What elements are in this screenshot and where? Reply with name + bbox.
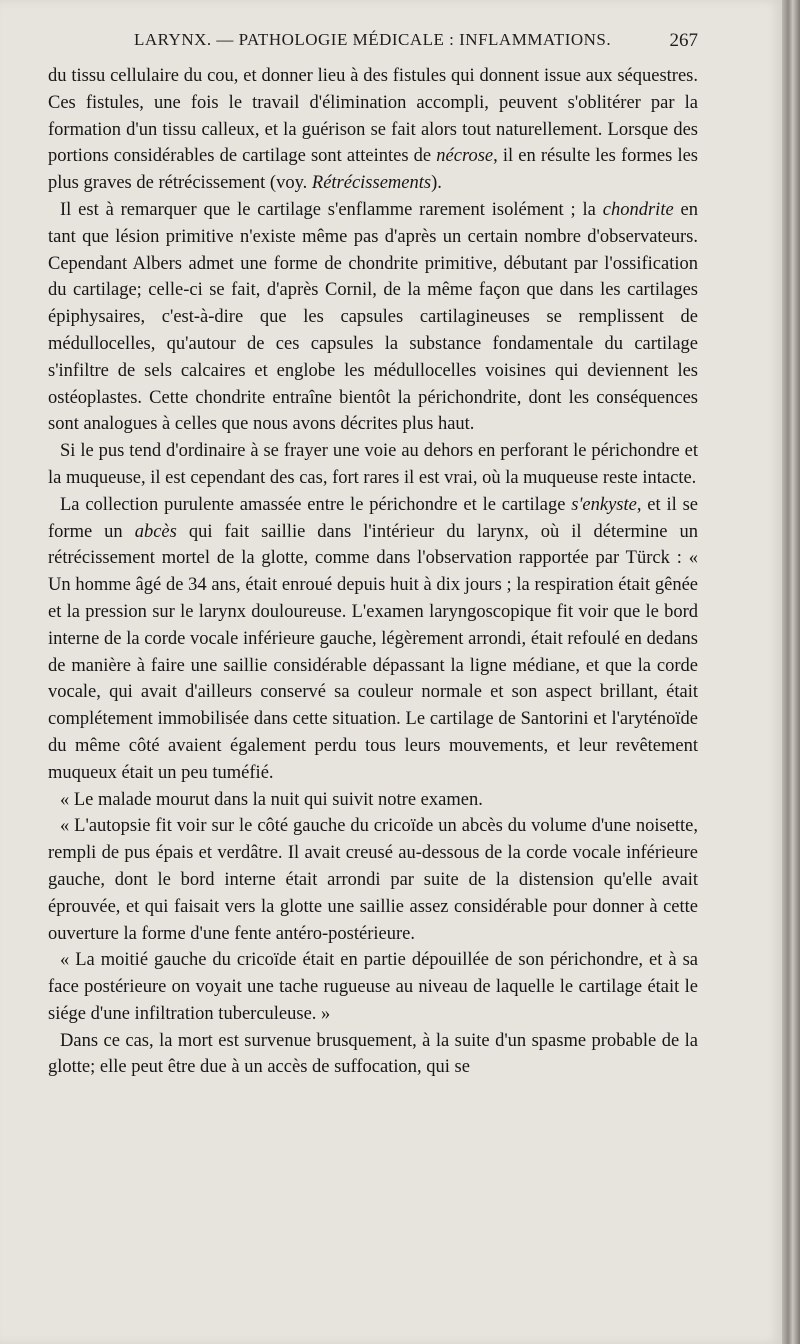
page-number: 267 — [669, 30, 698, 51]
page-edge — [782, 0, 800, 1344]
text-run: ). — [431, 173, 442, 194]
body-text — [48, 63, 698, 1081]
paragraph-3 — [48, 438, 698, 492]
paragraph-8 — [48, 1028, 698, 1082]
text-run: Il est à remarquer que le cartilage s'enflamme rarement isolément ; la — [60, 199, 603, 220]
text-run: du tissu cellulaire du cou, et donner lieu à des fistules qui donnent issue aux séquestres. Ces fistules, une fois le travail d'élimination accompli, peuvent s'oblitérer par la formation d'un tissu calleux, et la guérison se fait alors tout naturellement. Lorsque des portions considérables de cartilage sont atteintes de — [48, 66, 698, 167]
paragraph-6 — [48, 813, 698, 947]
paragraph-5 — [48, 787, 698, 814]
paragraph-1 — [48, 63, 698, 197]
text-run: « Le malade mourut dans la nuit qui suivit notre examen. — [60, 789, 483, 810]
text-run: , et il se forme un — [48, 494, 699, 542]
italic-term: nécrose — [436, 146, 494, 167]
italic-term: Rétrécissements — [311, 173, 432, 194]
paragraph-7 — [48, 947, 698, 1027]
text-run: « L'autopsie fit voir sur le côté gauche du cricoïde un abcès du volume d'une noisette, rempli de pus épais et verdâtre. Il avait creusé au-dessous de la corde vocale inférieure gauche, dont le bord interne était arrondi par suite de la distension qu'elle avait éprouvée, et qui faisait vers la glotte une saillie assez considérable pour donner à cette ouverture la forme d'une fente antéro-postérieure. — [48, 816, 698, 944]
italic-term: s'enkyste — [571, 494, 637, 515]
text-run: en tant que lésion primitive n'existe même pas d'après un certain nombre d'observateurs. Cependant Albers admet une forme de chondrite primitive, débutant par l'ossification du cartilage; celle-ci se fait, d'après Cornil, de la même façon que dans les cartilages épiphysaires, c'est-à-dire que les capsules cartilagineuses se remplissent de médullocelles, qu'autour de ces capsules la substance fondamentale du cartilage s'infiltre de sels calcaires et englobe les médullocelles voisines qui deviennent les ostéoplastes. Cette chondrite entraîne bientôt la périchondrite, dont les conséquences sont analogues à celles que nous avons décrites plus haut. — [48, 199, 698, 435]
text-run: Dans ce cas, la mort est survenue brusquement, à la suite d'un spasme probable de la glotte; elle peut être due à un accès de suffocation, qui se — [48, 1030, 698, 1078]
running-title: LARYNX. — PATHOLOGIE MÉDICALE : INFLAMMATIONS. — [134, 30, 612, 49]
text-run: « La moitié gauche du cricoïde était en partie dépouillée de son périchondre, et à sa face postérieure on voyait une tache rugueuse au niveau de laquelle le cartilage était le siége d'une infiltration tuberculeuse. » — [48, 950, 698, 1024]
paragraph-2 — [48, 197, 698, 438]
paragraph-4 — [48, 492, 698, 787]
page-header — [48, 30, 698, 56]
italic-term: abcès — [134, 521, 177, 542]
italic-term: chondrite — [602, 199, 674, 220]
text-run: , il en résulte les formes les plus graves de rétrécissement (voy. — [48, 146, 699, 194]
text-run: La collection purulente amassée entre le périchondre et le cartilage — [60, 494, 572, 515]
text-run: qui fait saillie dans l'intérieur du larynx, où il détermine un rétrécissement mortel de la glotte, comme dans l'observation rapportée par Türck : « Un homme âgé de 34 ans, était enroué depuis huit à dix jours ; la respiration était gênée et la pression sur le larynx douloureuse. L'examen laryngoscopique fit voir que le bord interne de la corde vocale inférieure gauche, légèrement arrondi, était refoulé en dedans de manière à faire une saillie considérable dépassant la ligne médiane, et que la corde vocale, qui avait d'ailleurs conservé sa couleur normale et son aspect brillant, était complétement immobilisée dans cette situation. Le cartilage de Santorini et l'aryténoïde du même côté avaient également perdu tous leurs mouvements, et leur revêtement muqueux était un peu tuméfié. — [48, 521, 698, 783]
text-run: Si le pus tend d'ordinaire à se frayer une voie au dehors en perforant le périchondre et la muqueuse, il est cependant des cas, fort rares il est vrai, où la muqueuse reste intacte. — [48, 441, 698, 488]
